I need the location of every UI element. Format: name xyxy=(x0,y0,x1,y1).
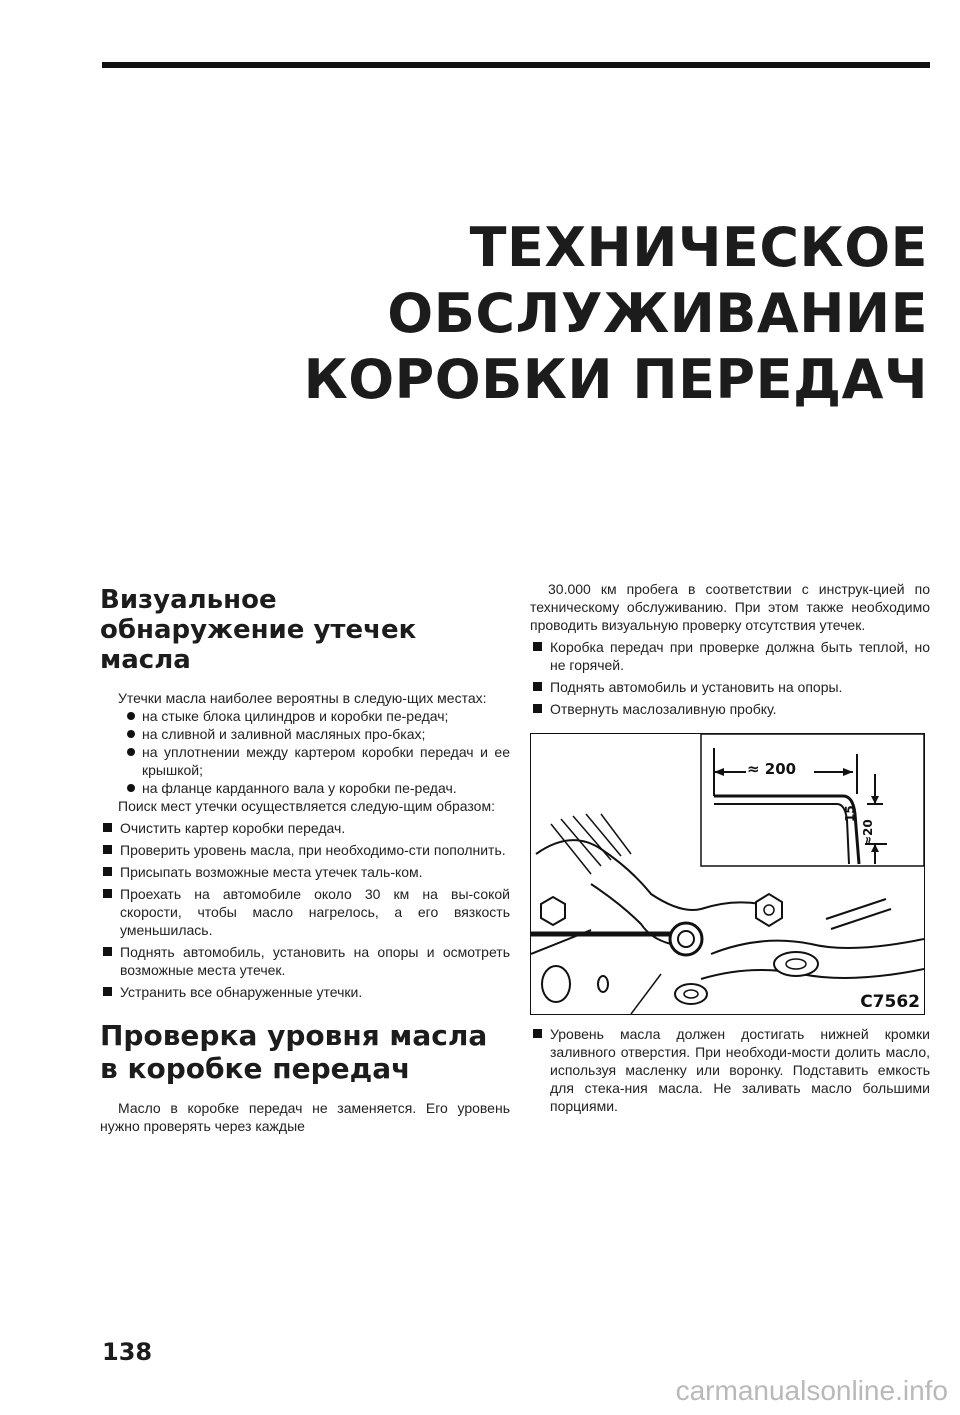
bullet-square-icon xyxy=(103,823,112,832)
bullet-square-icon xyxy=(103,987,112,996)
level-intro: Масло в коробке передач не заменяется. Его уровень нужно проверять через каждые xyxy=(100,1100,510,1134)
list-item-text: Очистить картер коробки передач. xyxy=(120,820,346,836)
gearbox-drawing xyxy=(531,734,924,1014)
list-item xyxy=(530,1025,930,1115)
check-steps-list xyxy=(530,638,930,718)
gearbox-filler-plug-figure xyxy=(530,733,925,1015)
list-item xyxy=(100,885,510,939)
leak-locations-list xyxy=(100,707,510,797)
list-item xyxy=(100,743,510,779)
chapter-title-line: ОБСЛУЖИВАНИЕ xyxy=(387,282,928,345)
search-steps-list xyxy=(100,819,510,1001)
heading-line: Визуальное xyxy=(100,585,277,615)
list-item xyxy=(100,983,510,1001)
list-item xyxy=(100,725,510,743)
right-column xyxy=(530,580,930,1115)
list-item-text: на сливной и заливной масляных про-бках; xyxy=(142,726,426,742)
bullet-dot-icon xyxy=(127,712,135,720)
bullet-square-icon xyxy=(533,1029,542,1038)
bullet-square-icon xyxy=(533,682,542,691)
list-item-text: Уровень масла должен достигать нижней кромки заливного отверстия. При необходи-мости долить масло, используя масленку или воронку. Подставить емкость для стека-ния масла. Не заливать масло большими порциями. xyxy=(550,1026,930,1114)
list-item-text: Коробка передач при проверке должна быть теплой, но не горячей. xyxy=(550,639,930,673)
list-item xyxy=(530,678,930,696)
list-item xyxy=(100,863,510,881)
bullet-dot-icon xyxy=(127,784,135,792)
heading-line: обнаружение утечек xyxy=(100,615,417,645)
list-item xyxy=(100,819,510,837)
bullet-square-icon xyxy=(103,889,112,898)
list-item-text: Отвернуть маслозаливную пробку. xyxy=(550,701,777,717)
list-item-text: Поднять автомобиль и установить на опоры. xyxy=(550,679,843,695)
list-item xyxy=(530,700,930,718)
list-item xyxy=(100,943,510,979)
continuation-paragraph: 30.000 км пробега в соответствии с инструк-цией по техническому обслуживанию. При этом также необходимо проводить визуальную проверку отсутствия утечек. xyxy=(530,581,930,633)
bullet-dot-icon xyxy=(127,748,135,756)
bullet-square-icon xyxy=(103,947,112,956)
list-item-text: на стыке блока цилиндров и коробки пе-редач; xyxy=(142,708,449,724)
level-steps-list xyxy=(530,1025,930,1115)
heading-line: Проверка уровня масла xyxy=(100,1019,488,1052)
section-heading-level xyxy=(100,1019,510,1085)
list-item-text: Устранить все обнаруженные утечки. xyxy=(120,984,363,1000)
list-item-text: Присыпать возможные места утечек таль-ком. xyxy=(120,864,423,880)
bullet-square-icon xyxy=(103,845,112,854)
list-item xyxy=(100,779,510,797)
chapter-title-line: ТЕХНИЧЕСКОЕ xyxy=(469,216,928,279)
list-item xyxy=(100,707,510,725)
leak-intro: Утечки масла наиболее вероятны в следую-щих местах: xyxy=(118,690,487,706)
list-item-text: на уплотнении между картером коробки передач и ее крышкой; xyxy=(142,744,510,778)
search-intro: Поиск мест утечки осуществляется следую-щим образом: xyxy=(118,798,495,814)
bullet-square-icon xyxy=(533,704,542,713)
section-heading-visual xyxy=(100,585,510,675)
bullet-square-icon xyxy=(533,642,542,651)
chapter-title-line: КОРОБКИ ПЕРЕДАЧ xyxy=(303,348,928,411)
bolt-hex xyxy=(756,894,782,926)
list-item-text: на фланце карданного вала у коробки пе-редач. xyxy=(142,780,457,796)
top-rule xyxy=(102,62,930,68)
bullet-square-icon xyxy=(103,867,112,876)
list-item-text: Поднять автомобиль, установить на опоры и осмотреть возможные места утечек. xyxy=(120,944,510,978)
page-number: 138 xyxy=(102,1338,153,1366)
dimension-15-label: 15 xyxy=(843,805,857,822)
watermark: carmanualsonline.info xyxy=(675,1375,948,1406)
left-column xyxy=(100,585,510,1135)
dimension-20-label: ≈20 xyxy=(861,819,875,846)
list-item-text: Проехать на автомобиле около 30 км на вы-сокой скорости, чтобы масло нагрелось, а его вязкость уменьшилась. xyxy=(120,886,510,938)
heading-line: масла xyxy=(100,645,191,675)
list-item xyxy=(100,841,510,859)
figure-code: C7562 xyxy=(860,992,920,1012)
chapter-title xyxy=(228,215,928,413)
dimension-200-label: ≈ 200 xyxy=(747,760,797,778)
list-item-text: Проверить уровень масла, при необходимо-сти пополнить. xyxy=(120,842,506,858)
bullet-dot-icon xyxy=(127,730,135,738)
detail-inset-frame xyxy=(701,734,924,866)
heading-line: в коробке передач xyxy=(100,1052,411,1085)
list-item xyxy=(530,638,930,674)
